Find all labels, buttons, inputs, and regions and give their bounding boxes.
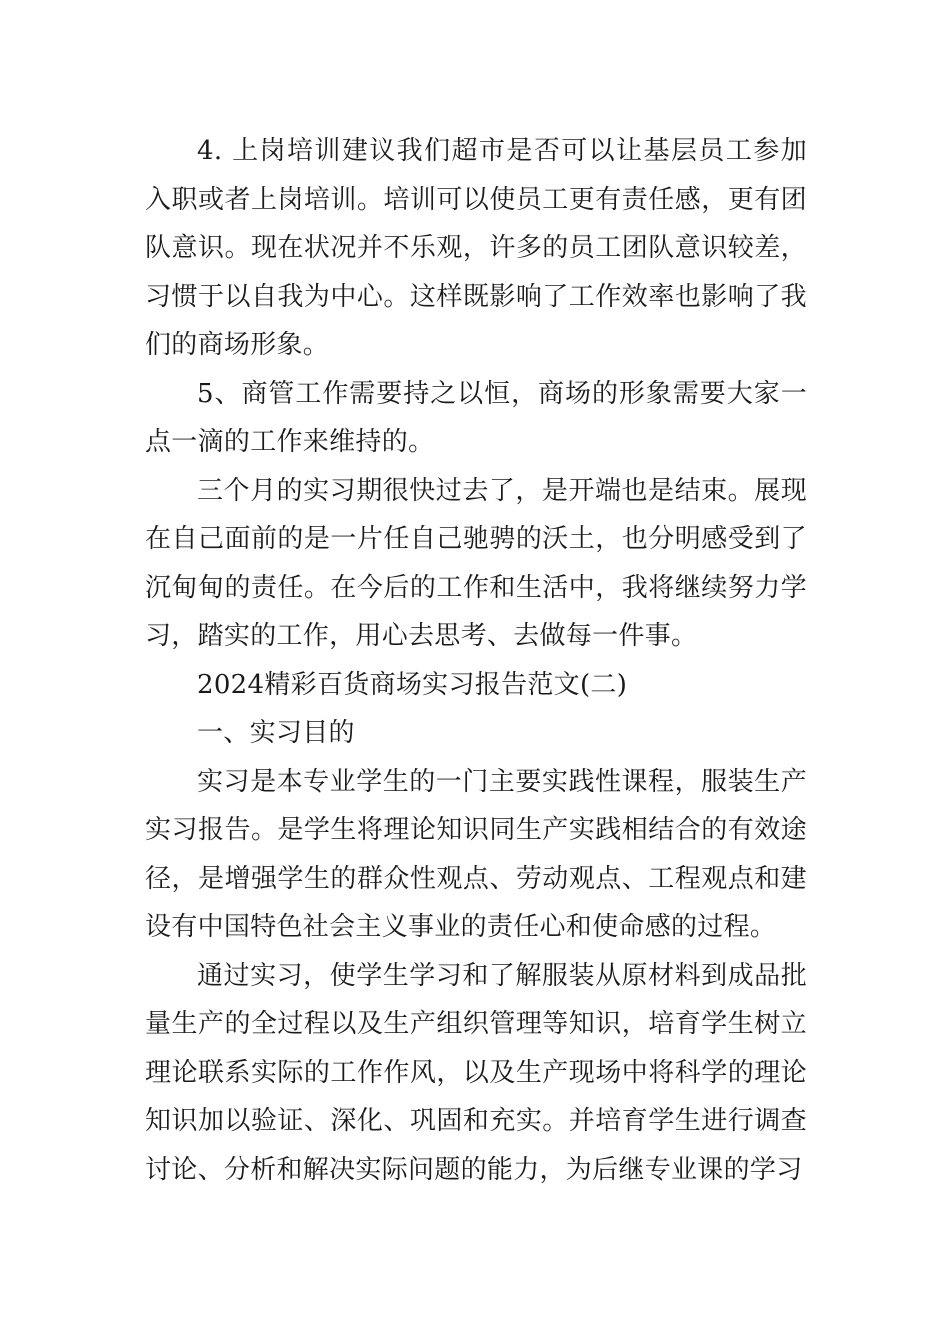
paragraph-internship-goals: 通过实习，使学生学习和了解服装从原材料到成品批量生产的全过程以及生产组织管理等知识，培育学生树立理论联系实际的工作作风，以及生产现场中将科学的理论知识加以验证、深化、巩固和充实。并培育学生进行调查讨论、分析和解决实际问题的能力，为后继专业课的学习 <box>145 960 807 1185</box>
paragraph-internship-purpose: 实习是本专业学生的一门主要实践性课程，服装生产实习报告。是学生将理论知识同生产实践相结合的有效途径，是增强学生的群众性观点、劳动观点、工程观点和建设有中国特色社会主义事业的责任心和使命感的过程。 <box>145 766 807 942</box>
document-page <box>145 127 807 1194</box>
paragraph-persistence: 5、商管工作需要持之以恒，商场的形象需要大家一点一滴的工作来维持的。 <box>145 378 807 457</box>
section-title: 2024精彩百货商场实习报告范文(二) <box>197 669 628 700</box>
paragraph-training-suggestion: 4. 上岗培训建议我们超市是否可以让基层员工参加入职或者上岗培训。培训可以使员工更有责任感，更有团队意识。现在状况并不乐观，许多的员工团队意识较差，习惯于以自我为中心。这样既影响了工作效率也影响了我们的商场形象。 <box>145 136 807 360</box>
paragraph-conclusion: 三个月的实习期很快过去了，是开端也是结束。展现在自己面前的是一片任自己驰骋的沃土，也分明感受到了沉甸甸的责任。在今后的工作和生活中，我将继续努力学习，踏实的工作，用心去思考、去做每一件事。 <box>145 475 807 651</box>
subsection-heading: 一、实习目的 <box>197 718 355 748</box>
